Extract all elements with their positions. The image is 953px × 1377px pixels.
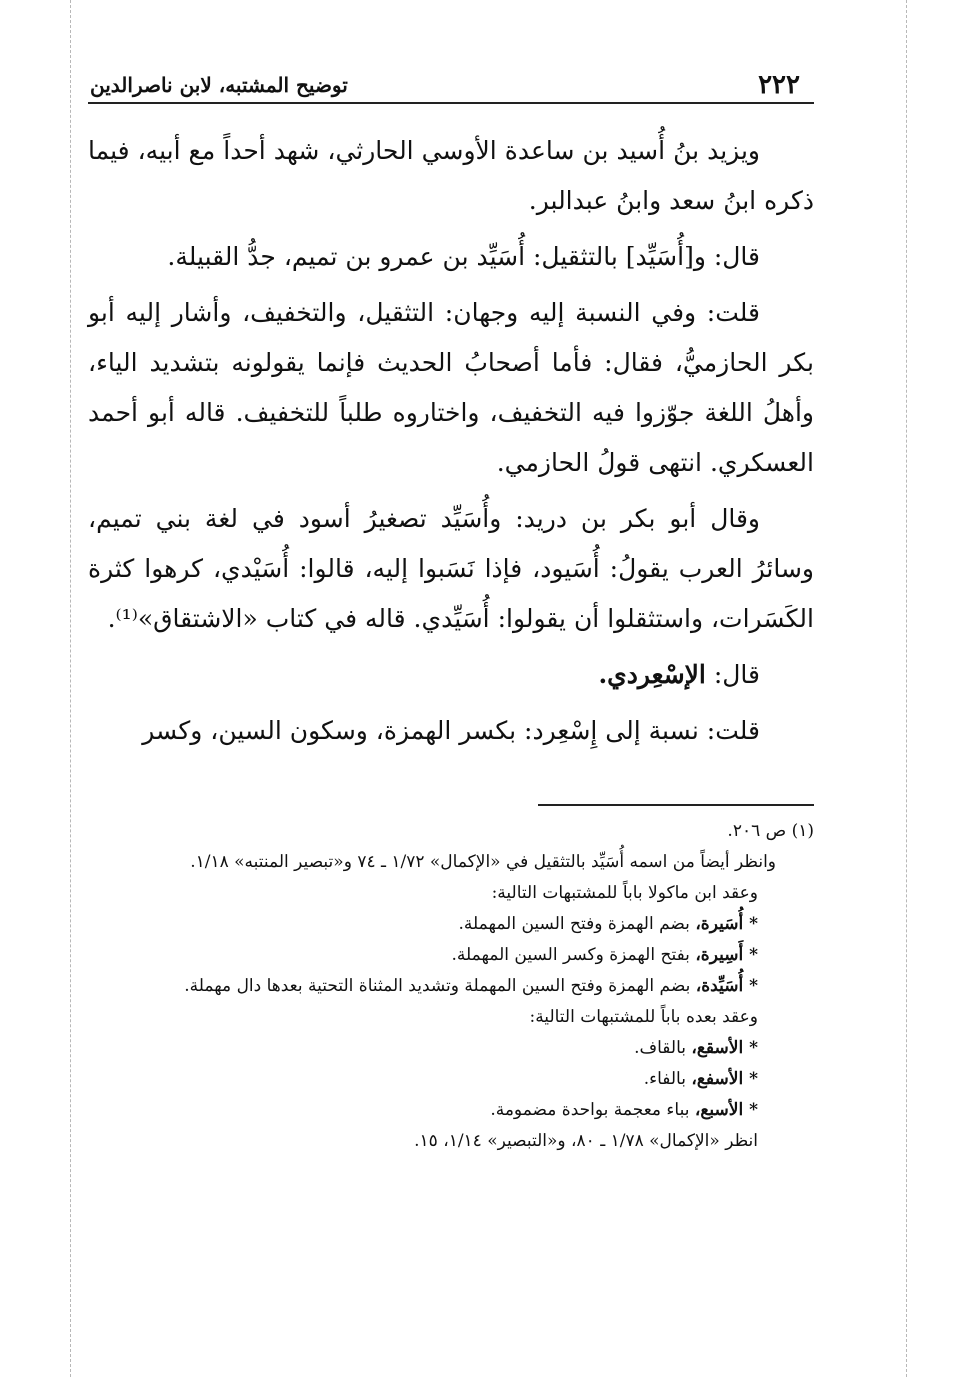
book-page: [88, 52, 814, 1157]
page-number: ٢٢٢: [758, 70, 800, 100]
footnote-separator: [538, 804, 814, 806]
paragraph-1: ويزيد بنُ أُسيد بن ساعدة الأوسي الحارثي، شهد أحداً مع أبيه، فيما ذكره ابنُ سعد وابنُ عبدالبر.: [88, 136, 814, 215]
footnote-item: * الأسبع، بباء معجمة بواحدة مضمومة.: [490, 1100, 758, 1120]
main-text: [88, 126, 814, 756]
footnote-item: * الأسقع، بالقاف.: [634, 1038, 758, 1058]
footnote-line-3: وعقد بعده باباً للمشتبهات التالية:: [529, 1007, 758, 1027]
footnote-line-2: وعقد ابن ماكولا باباً للمشتبهات التالية:: [491, 883, 758, 903]
qala-label: قال:: [713, 660, 760, 689]
running-title: توضيح المشتبه، لابن ناصرالدين: [90, 73, 348, 97]
margin-guide-right: [906, 0, 907, 1377]
footnote-line-4: انظر «الإكمال» ١/٧٨ ـ ٨٠، و«التبصير» ١/١٤، ١٥.: [414, 1131, 758, 1151]
paragraph-6: قلت: نسبة إلى إِسْعِرد: بكسر الهمزة، وسكون السين، وكسر: [142, 716, 760, 745]
paragraph-2: قال: و[أُسَيِّد] بالتثقيل: أُسَيِّد بن عمرو بن تميم، جدُّ القبيلة.: [167, 242, 760, 271]
paragraph-5: [88, 650, 814, 700]
footnote-item: * أَسِيرة، بفتح الهمزة وكسر السين المهملة.: [451, 945, 758, 965]
footnote-line-1: وانظر أيضاً من اسمه أُسَيِّد بالتثقيل في «الإكمال» ١/٧٢ ـ ٧٤ و«تبصير المنتبه» ١/١٨.: [190, 852, 776, 872]
footnote-separator-wrap: [88, 762, 814, 816]
margin-guide-left: [70, 0, 71, 1377]
paragraph-4: وقال أبو بكر بن دريد: وأُسَيِّد تصغيرُ أسود في لغة بني تميم، وسائرُ العرب يقولُ: أُسَيود، فإذا نَسَبوا إليه، قالوا: أُسَيْدي، كرهوا كثرة الكَسَرات، واستثقلوا أن يقولوا: أُسَيِّدي. قاله في كتاب «الاشتقاق»⁽¹⁾.: [88, 504, 814, 633]
page-header: [88, 52, 814, 104]
footnote-item: * الأسفع، بالفاء.: [643, 1069, 758, 1089]
footnote-item: * أُسَيِّدة، بضم الهمزة وفتح السين المهملة وتشديد المثناة التحتية بعدها دال مهملة.: [184, 976, 758, 996]
qala-term: الإسْعِردي.: [598, 660, 706, 689]
footnote-1-ref: (١) ص ٢٠٦.: [727, 821, 814, 841]
footnote-item: * أُسَيرة، بضم الهمزة وفتح السين المهملة.: [458, 914, 758, 934]
paragraph-3: قلت: وفي النسبة إليه وجهان: التثقيل، والتخفيف، وأشار إليه أبو بكر الحازميُّ، فقال: فأما أصحابُ الحديث فإنما يقولونه بتشديد الياء، وأهلُ اللغة جوّزوا فيه التخفيف، واختاروه طلباً للتخفيف. قاله أبو أحمد العسكري. انتهى قولُ الحازمي.: [88, 298, 814, 477]
footnotes: [88, 816, 814, 1157]
